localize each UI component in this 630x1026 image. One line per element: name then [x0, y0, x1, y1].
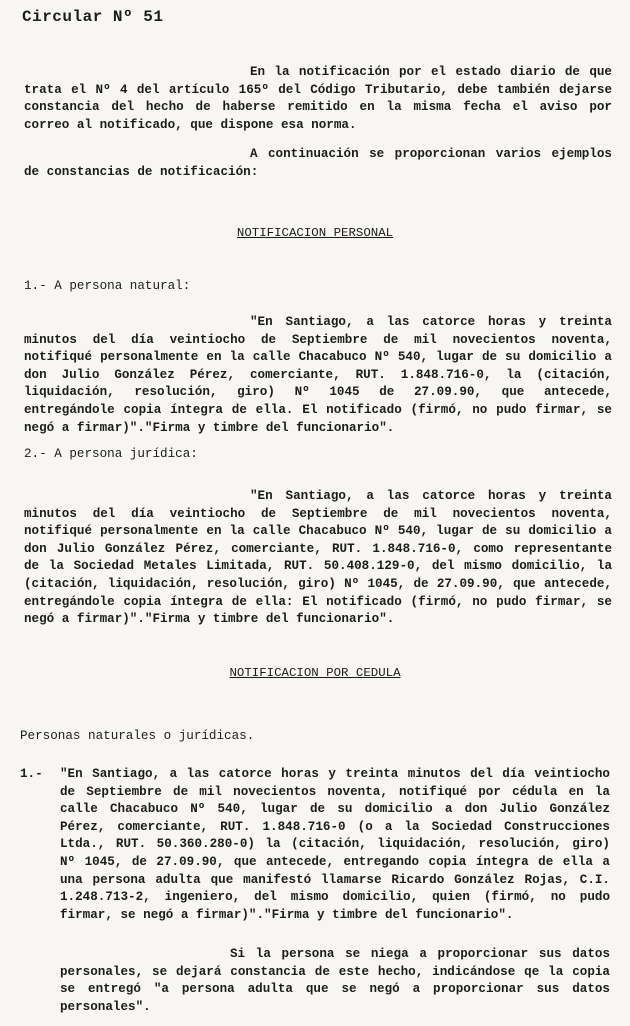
- paragraph-persona-juridica: "En Santiago, a las catorce horas y treinta minutos del día veintiocho de Septiembre de mil novecientos noventa, notifiqué personalmente en la calle Chacabuco Nº 540, lugar de su domicilio a don Julio González Pérez, comerciante, RUT. 1.848.716-0, como representante de la Sociedad Metales Limitada, RUT. 50.408.129-0, del mismo domicilio, la (citación, liquidación, resolución, giro) Nº 1045, de 27.09.90, que antecede, entregándole copia íntegra de ella: El notificado (firmó, no pudo firmar, se negó a firmar)"."Firma y timbre del funcionario".: [24, 489, 612, 627]
- item-label-persona-natural: 1.- A persona natural:: [24, 279, 191, 293]
- item-number-cedula: 1.-: [20, 767, 43, 781]
- intro-paragraph-2: A continuación se proporcionan varios ejemplos de constancias de notificación:: [24, 147, 612, 179]
- section-heading-personal: NOTIFICACION PERSONAL: [236, 226, 394, 240]
- paragraph-persona-natural: "En Santiago, a las catorce horas y treinta minutos del día veintiocho de Septiembre de mil novecientos noventa, notifiqué personalmente en la calle Chacabuco Nº 540, lugar de su domicilio a don Julio González Pérez, comerciante, RUT. 1.848.716-0, la (citación, liquidación, resolución, giro) Nº 1045 de 27.09.90, que antecede, entregándole copia íntegra de ella. El notificado (firmó, no pudo firmar, se negó a firmar)"."Firma y timbre del funcionario".: [24, 315, 612, 435]
- paragraph-cedula-note: Si la persona se niega a proporcionar sus datos personales, se dejará constancia de este hecho, indicándose qe la copia se entregó "a persona adulta que se negó a proporcionar sus datos personales".: [60, 947, 610, 1014]
- subheading-personas: Personas naturales o jurídicas.: [20, 729, 255, 743]
- section-heading-cedula: NOTIFICACION POR CEDULA: [229, 666, 401, 680]
- paragraph-cedula: "En Santiago, a las catorce horas y treinta minutos del día veintiocho de Septiembre de mil novecientos noventa, notifiqué por cédula en la calle Chacabuco Nº 540, lugar de su domicilio a don Julio González Pérez, comerciante, RUT. 1.848.716-0 (o a la Sociedad Construcciones Ltda., RUT. 50.360.280-0) la (citación, liquidación, resolución, giro) Nº 1045, de 27.09.90, que antecede, entregando copia íntegra de ella a una persona adulta que manifestó llamarse Ricardo González Rojas, C.I. 1.248.713-2, ingeniero, del mismo domicilio, quien (firmó, no pudo firmar, se negó a firmar)"."Firma y timbre del funcionario".: [60, 767, 610, 922]
- intro-paragraph-1: En la notificación por el estado diario de que trata el Nº 4 del artículo 165º del Código Tributario, debe también dejarse constancia del hecho de haberse remitido en la misma fecha el aviso por correo al notificado, que dispone esa norma.: [24, 65, 612, 132]
- item-label-persona-juridica: 2.- A persona jurídica:: [24, 447, 198, 461]
- page-title: Circular Nº 51: [22, 8, 164, 26]
